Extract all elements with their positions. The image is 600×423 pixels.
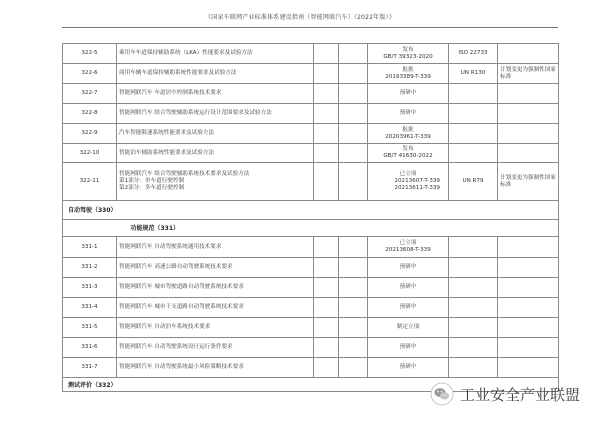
status-line: 20193389-T-339 — [385, 73, 431, 80]
status-line: 20213607-T-339 — [394, 178, 440, 184]
cell-status — [368, 144, 449, 163]
cell-standard-level — [339, 278, 368, 298]
cell-international-standard — [449, 338, 498, 358]
cell-remark — [498, 258, 559, 278]
cell-international-standard — [449, 124, 498, 144]
cell-standard-level — [339, 124, 368, 144]
table-row — [63, 84, 559, 104]
cell-international-standard — [449, 318, 498, 338]
cell-standard-level — [339, 258, 368, 278]
cell-international-standard — [449, 258, 498, 278]
cell-standard-name: 汽车智能限速系统性能要求及试验方法 — [117, 124, 314, 144]
cell-international-standard: UN R130 — [449, 64, 498, 84]
table-row — [63, 318, 559, 338]
status-line: 预研中 — [399, 284, 417, 290]
cell-remark — [498, 144, 559, 163]
cell-number: 331-3 — [63, 278, 117, 298]
status-line: 发布 — [402, 46, 414, 53]
status-line: 制定立项 — [396, 324, 420, 330]
cell-status — [368, 163, 449, 201]
table-body-group-2 — [63, 237, 559, 378]
cell-number: 322-7 — [63, 84, 117, 104]
section-title-testing: 测试评价（332） — [63, 378, 559, 392]
cell-remark — [498, 338, 559, 358]
cell-standard-name: 智能网联汽车 组合驾驶辅助系统运行设计范围要求及试验方法 — [117, 104, 314, 124]
cell-international-standard — [449, 358, 498, 378]
standard-name-line: 智能网联汽车 组合驾驶辅助系统技术要求及试验方法 — [119, 171, 250, 177]
subsection-spacer — [63, 220, 117, 237]
status-line: 报批 — [402, 66, 414, 73]
cell-remark — [498, 104, 559, 124]
cell-status — [368, 237, 449, 258]
table-row — [63, 237, 559, 258]
cell-number: 331-2 — [63, 258, 117, 278]
cell-standard-name: 乘用车车道保持辅助系统（LKA）性能要求及试验方法 — [117, 44, 314, 64]
section-row — [63, 201, 559, 220]
watermark — [430, 382, 580, 406]
cell-standard-type — [314, 124, 339, 144]
cell-status — [368, 278, 449, 298]
cell-status — [368, 338, 449, 358]
cell-number: 322-5 — [63, 44, 117, 64]
cell-standard-level — [339, 104, 368, 124]
cell-number: 331-4 — [63, 298, 117, 318]
cell-standard-level — [339, 84, 368, 104]
cell-number: 322-6 — [63, 64, 117, 84]
cell-number: 331-7 — [63, 358, 117, 378]
cell-international-standard — [449, 237, 498, 258]
cell-standard-type — [314, 237, 339, 258]
cell-international-standard — [449, 144, 498, 163]
cell-standard-name: 智能网联汽车 自动驾驶系统设计运行条件要求 — [117, 338, 314, 358]
cell-standard-type — [314, 258, 339, 278]
cell-standard-type — [314, 64, 339, 84]
subsection-title-function: 功能规范（331） — [117, 220, 559, 237]
cell-number: 331-6 — [63, 338, 117, 358]
cell-international-standard — [449, 278, 498, 298]
table-row — [63, 358, 559, 378]
cell-standard-level — [339, 237, 368, 258]
cell-remark — [498, 298, 559, 318]
wechat-logo-icon — [430, 382, 454, 406]
cell-standard-type — [314, 358, 339, 378]
table-row — [63, 44, 559, 64]
table-body-driving — [63, 201, 559, 237]
cell-remark — [498, 278, 559, 298]
cell-standard-type — [314, 338, 339, 358]
cell-status — [368, 318, 449, 338]
cell-standard-name: 智能网联汽车 城市驾驶道路自动驾驶系统技术要求 — [117, 278, 314, 298]
cell-standard-type — [314, 318, 339, 338]
cell-standard-level — [339, 318, 368, 338]
standards-table — [62, 43, 559, 392]
cell-standard-level — [339, 163, 368, 201]
cell-number: 322-10 — [63, 144, 117, 163]
cell-standard-type — [314, 104, 339, 124]
cell-standard-name: 智能网联汽车 城市干支道路自动驾驶系统技术要求 — [117, 298, 314, 318]
cell-remark — [498, 84, 559, 104]
cell-international-standard: UN R79 — [449, 163, 498, 201]
subsection-row — [63, 220, 559, 237]
cell-international-standard — [449, 104, 498, 124]
table-row — [63, 124, 559, 144]
cell-standard-level — [339, 298, 368, 318]
table-row — [63, 298, 559, 318]
cell-international-standard: ISO 22733 — [449, 44, 498, 64]
cell-standard-type — [314, 144, 339, 163]
standard-name-line: 第2部分：多车道行驶控制 — [119, 185, 185, 191]
table-row — [63, 338, 559, 358]
status-line: 预研中 — [399, 110, 417, 116]
cell-status — [368, 298, 449, 318]
cell-number: 322-11 — [63, 163, 117, 201]
cell-remark — [498, 44, 559, 64]
cell-international-standard — [449, 84, 498, 104]
status-line: 20203961-T-339 — [385, 133, 431, 140]
page-header: 《国家车联网产业标准体系建设指南（智能网联汽车）（2022年版）》 — [205, 14, 395, 21]
status-line: 已立项 — [399, 240, 417, 246]
cell-standard-type — [314, 84, 339, 104]
watermark-text: 工业安全产业联盟 — [460, 385, 581, 404]
cell-status — [368, 84, 449, 104]
section-title-driving: 自动驾驶（330） — [63, 201, 559, 220]
status-line: 预研中 — [399, 90, 417, 96]
cell-standard-level — [339, 64, 368, 84]
cell-status — [368, 124, 449, 144]
cell-standard-type — [314, 44, 339, 64]
status-line: 已立项 — [399, 171, 417, 177]
cell-status — [368, 358, 449, 378]
cell-standard-name: 智能泊车辅助系统性能要求及试验方法 — [117, 144, 314, 163]
cell-standard-type — [314, 163, 339, 201]
cell-standard-name: 智能网联汽车 高速公路自动驾驶系统技术要求 — [117, 258, 314, 278]
cell-international-standard — [449, 298, 498, 318]
cell-standard-name — [117, 163, 314, 201]
status-line: 发布 — [402, 146, 414, 152]
table-row — [63, 104, 559, 124]
status-line: GB/T 39323-2020 — [383, 53, 433, 60]
status-line: 预研中 — [399, 304, 417, 310]
table-row — [63, 258, 559, 278]
status-line: 20213611-T-339 — [394, 185, 440, 191]
cell-standard-name: 智能网联汽车 自动驾驶系统通用技术要求 — [117, 237, 314, 258]
cell-standard-level — [339, 338, 368, 358]
status-line: GB/T 41630-2022 — [383, 153, 433, 159]
status-line: 20213608-T-339 — [385, 247, 431, 253]
table-row — [63, 144, 559, 163]
cell-remark — [498, 237, 559, 258]
cell-status — [368, 104, 449, 124]
cell-standard-name: 智能网联汽车 自动泊车系统技术要求 — [117, 318, 314, 338]
header-divider — [62, 27, 558, 28]
status-line: 预研中 — [399, 344, 417, 350]
cell-remark — [498, 124, 559, 144]
cell-standard-type — [314, 298, 339, 318]
cell-status — [368, 44, 449, 64]
table-row — [63, 278, 559, 298]
cell-standard-level — [339, 44, 368, 64]
standard-name-line: 第1部分：单车道行驶控制 — [119, 178, 185, 184]
cell-number: 331-1 — [63, 237, 117, 258]
cell-status — [368, 64, 449, 84]
cell-remark: 计划变更为强制性国家标准 — [498, 163, 559, 201]
status-line: 报批 — [402, 126, 414, 133]
cell-standard-name: 智能网联汽车 自动驾驶系统最小风险策略技术要求 — [117, 358, 314, 378]
cell-number: 331-5 — [63, 318, 117, 338]
table-body-group-1 — [63, 44, 559, 201]
status-line: 预研中 — [399, 264, 417, 270]
cell-status — [368, 258, 449, 278]
table-row — [63, 64, 559, 84]
status-line: 预研中 — [399, 364, 417, 370]
cell-standard-level — [339, 358, 368, 378]
cell-remark: 计划变更为强制性国家标准 — [498, 64, 559, 84]
cell-number: 322-9 — [63, 124, 117, 144]
cell-standard-level — [339, 144, 368, 163]
table-row — [63, 163, 559, 201]
cell-standard-name: 智能网联汽车 车道居中控制系统技术要求 — [117, 84, 314, 104]
cell-standard-type — [314, 278, 339, 298]
cell-remark — [498, 318, 559, 338]
cell-remark — [498, 358, 559, 378]
cell-standard-name: 商用车辆车道保持辅助系统性能要求及试验方法 — [117, 64, 314, 84]
cell-number: 322-8 — [63, 104, 117, 124]
